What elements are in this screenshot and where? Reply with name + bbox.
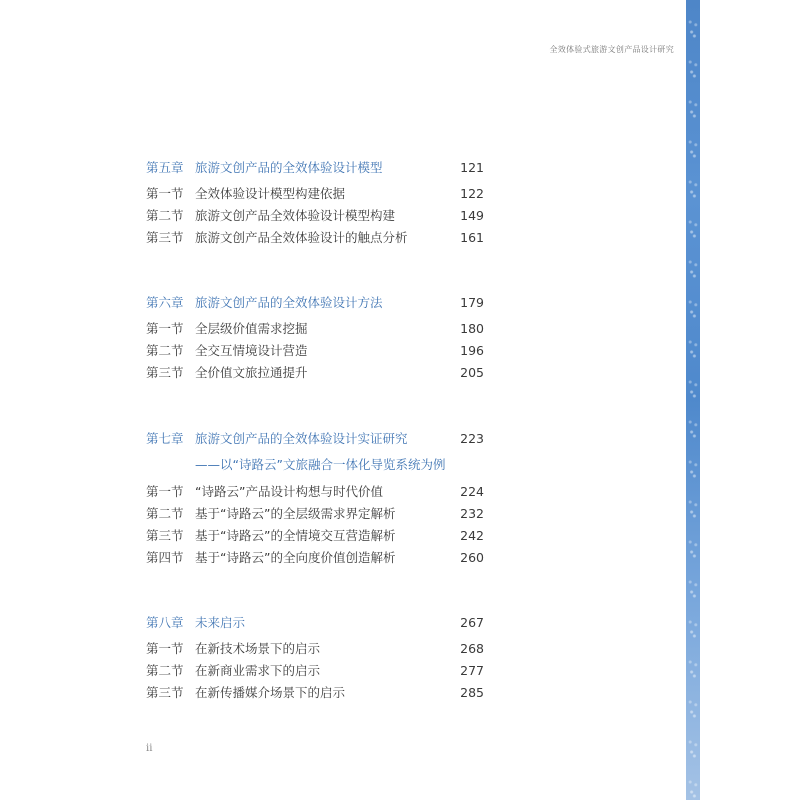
section-page-number: 205 bbox=[460, 365, 484, 380]
toc-section[interactable] bbox=[146, 207, 484, 225]
page-margin bbox=[686, 0, 800, 800]
section-page-number: 260 bbox=[460, 550, 484, 565]
section-label: 第二节 bbox=[146, 663, 184, 678]
section-page-number: 224 bbox=[460, 484, 484, 499]
section-label: 第三节 bbox=[146, 685, 184, 700]
chapter-page-number: 121 bbox=[460, 160, 484, 175]
chapter-page-number: 179 bbox=[460, 295, 484, 310]
chapter-label: 第五章 bbox=[146, 160, 184, 175]
toc-chapter-6[interactable] bbox=[146, 294, 484, 312]
toc-section[interactable] bbox=[146, 483, 484, 501]
section-page-number: 232 bbox=[460, 506, 484, 521]
chapter-title: 未来启示 bbox=[195, 615, 246, 630]
toc-section[interactable] bbox=[146, 229, 484, 247]
section-label: 第三节 bbox=[146, 528, 184, 543]
toc-section[interactable] bbox=[146, 320, 484, 338]
chapter-title: 旅游文创产品的全效体验设计方法 bbox=[195, 295, 383, 310]
chapter-label: 第六章 bbox=[146, 295, 184, 310]
section-label: 第二节 bbox=[146, 506, 184, 521]
section-label: 第四节 bbox=[146, 550, 184, 565]
section-title: “诗路云”产品设计构想与时代价值 bbox=[195, 484, 383, 499]
toc-section[interactable] bbox=[146, 505, 484, 523]
chapter-subtitle: ——以“诗路云”文旅融合一体化导览系统为例 bbox=[195, 457, 446, 472]
toc-section[interactable] bbox=[146, 662, 484, 680]
toc-chapter-5[interactable] bbox=[146, 159, 484, 177]
section-page-number: 277 bbox=[460, 663, 484, 678]
chapter-label: 第八章 bbox=[146, 615, 184, 630]
section-page-number: 285 bbox=[460, 685, 484, 700]
page-folio: ii bbox=[146, 743, 153, 754]
section-title: 在新技术场景下的启示 bbox=[195, 641, 321, 656]
running-head: 全效体验式旅游文创产品设计研究 bbox=[549, 45, 674, 54]
toc-section[interactable] bbox=[146, 185, 484, 203]
section-page-number: 196 bbox=[460, 343, 484, 358]
section-label: 第一节 bbox=[146, 484, 184, 499]
toc-section[interactable] bbox=[146, 342, 484, 360]
section-page-number: 242 bbox=[460, 528, 484, 543]
chapter-label: 第七章 bbox=[146, 431, 184, 446]
section-page-number: 268 bbox=[460, 641, 484, 656]
toc-chapter-subtitle bbox=[146, 456, 484, 474]
section-title: 基于“诗路云”的全层级需求界定解析 bbox=[195, 506, 396, 521]
decorative-side-band bbox=[686, 0, 700, 800]
section-title: 全价值文旅拉通提升 bbox=[195, 365, 308, 380]
section-page-number: 122 bbox=[460, 186, 484, 201]
toc-chapter-8[interactable] bbox=[146, 614, 484, 632]
section-title: 旅游文创产品全效体验设计模型构建 bbox=[195, 208, 396, 223]
toc-chapter-7[interactable] bbox=[146, 430, 484, 448]
section-title: 旅游文创产品全效体验设计的触点分析 bbox=[195, 230, 408, 245]
toc-section[interactable] bbox=[146, 684, 484, 702]
section-title: 在新传播媒介场景下的启示 bbox=[195, 685, 346, 700]
section-label: 第三节 bbox=[146, 230, 184, 245]
section-page-number: 149 bbox=[460, 208, 484, 223]
section-title: 在新商业需求下的启示 bbox=[195, 663, 321, 678]
section-title: 全效体验设计模型构建依据 bbox=[195, 186, 346, 201]
chapter-title: 旅游文创产品的全效体验设计实证研究 bbox=[195, 431, 408, 446]
toc-section[interactable] bbox=[146, 549, 484, 567]
toc-section[interactable] bbox=[146, 640, 484, 658]
chapter-page-number: 267 bbox=[460, 615, 484, 630]
section-title: 基于“诗路云”的全情境交互营造解析 bbox=[195, 528, 396, 543]
section-label: 第二节 bbox=[146, 343, 184, 358]
section-label: 第一节 bbox=[146, 641, 184, 656]
section-label: 第一节 bbox=[146, 186, 184, 201]
toc-section[interactable] bbox=[146, 527, 484, 545]
section-title: 全交互情境设计营造 bbox=[195, 343, 308, 358]
section-label: 第二节 bbox=[146, 208, 184, 223]
section-label: 第一节 bbox=[146, 321, 184, 336]
section-page-number: 180 bbox=[460, 321, 484, 336]
chapter-page-number: 223 bbox=[460, 431, 484, 446]
toc-section[interactable] bbox=[146, 364, 484, 382]
section-page-number: 161 bbox=[460, 230, 484, 245]
section-title: 全层级价值需求挖掘 bbox=[195, 321, 308, 336]
chapter-title: 旅游文创产品的全效体验设计模型 bbox=[195, 160, 383, 175]
section-label: 第三节 bbox=[146, 365, 184, 380]
section-title: 基于“诗路云”的全向度价值创造解析 bbox=[195, 550, 396, 565]
